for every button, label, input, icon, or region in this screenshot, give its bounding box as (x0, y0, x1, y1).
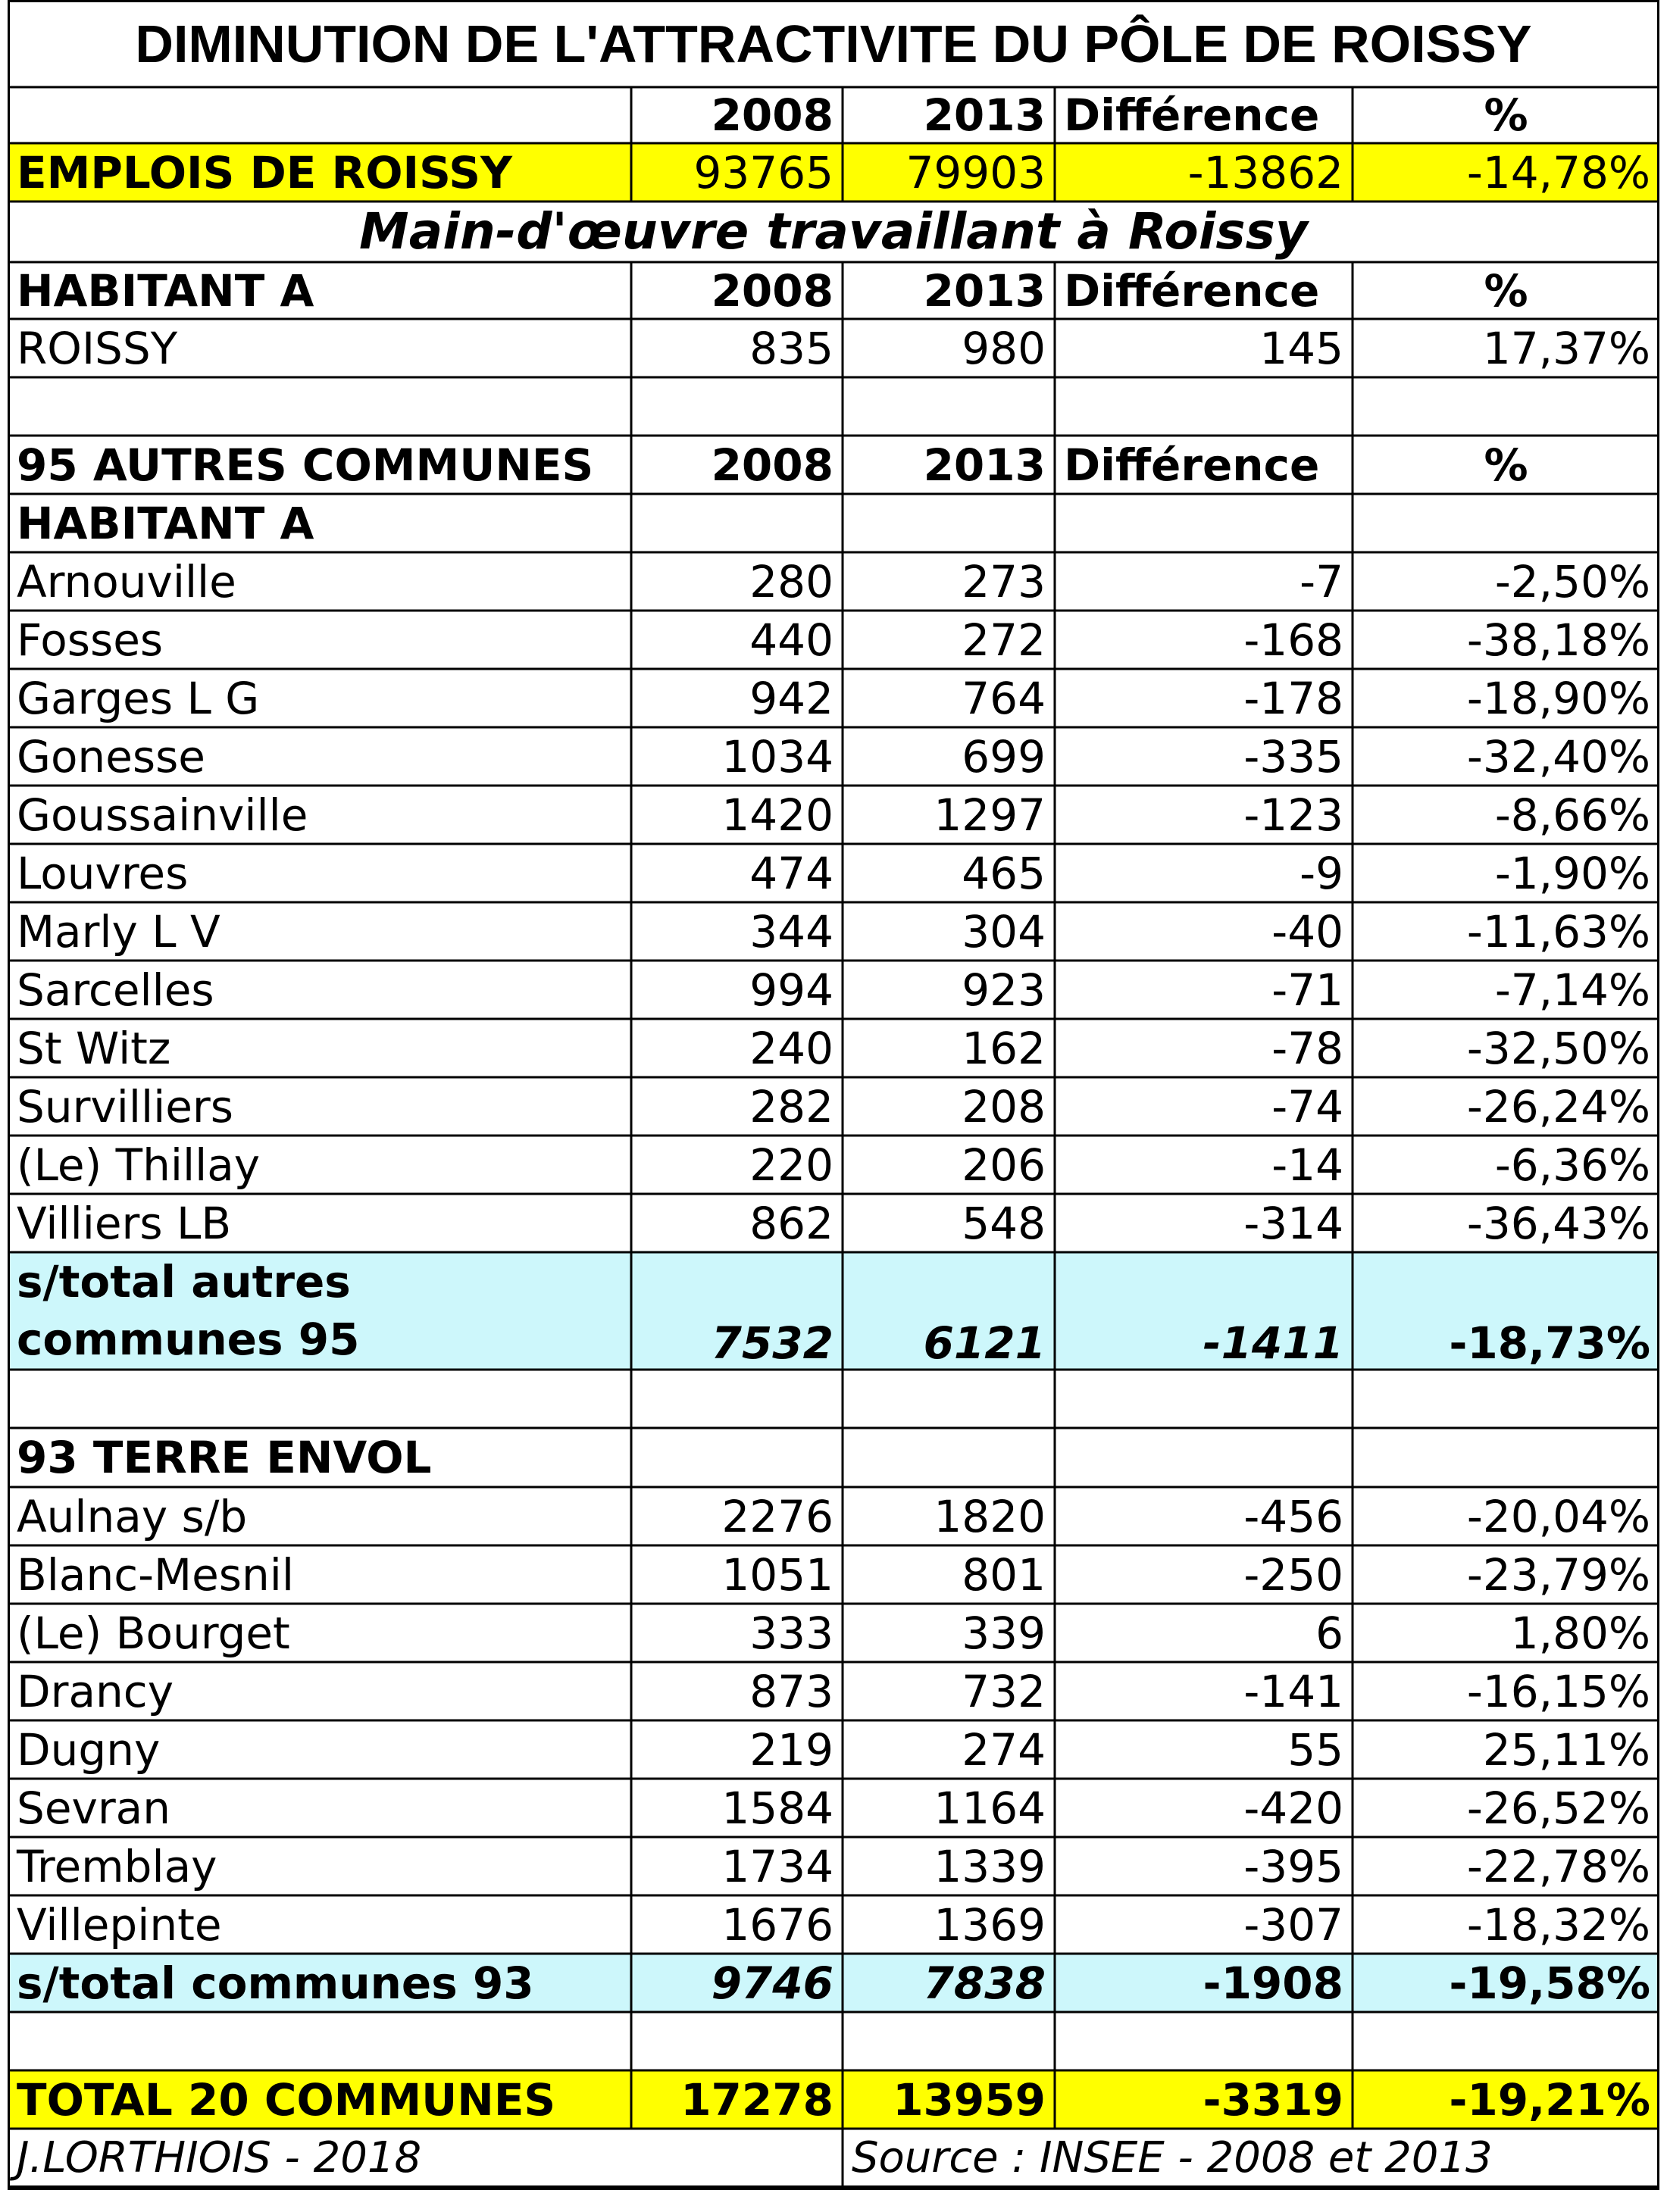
cell-pct: -7,14% (1494, 964, 1650, 1016)
footer-author: J.LORTHIOIS - 2018 (17, 2133, 422, 2182)
commune-label: Villepinte (17, 1898, 222, 1951)
cell-v2013: 923 (962, 964, 1046, 1016)
cell-pct: -16,15% (1466, 1665, 1650, 1717)
cell-diff: 145 (1259, 322, 1343, 374)
cell-v2008: 835 (749, 322, 834, 374)
commune-label: Survilliers (17, 1080, 233, 1133)
section93-header: 93 TERRE ENVOL (17, 1432, 432, 1483)
cell-diff: -40 (1271, 905, 1343, 958)
subtotal95-label (8, 1252, 631, 1370)
cell-diff: -178 (1243, 672, 1343, 724)
subtotal95-diff: -1411 (1203, 1317, 1343, 1369)
cell-pct: -2,50% (1494, 555, 1650, 608)
col-header-2008: 2008 (711, 264, 834, 317)
commune-label: Villiers LB (17, 1197, 232, 1249)
cell-v2008: 344 (749, 905, 834, 958)
cell-diff: -307 (1243, 1898, 1343, 1951)
emplois-label: EMPLOIS DE ROISSY (17, 146, 513, 198)
cell-v2013: 162 (962, 1022, 1046, 1074)
cell-v2008: 333 (749, 1607, 834, 1659)
total-v2008: 17278 (680, 2073, 834, 2126)
cell-v2008: 474 (749, 847, 834, 899)
cell-v2008: 994 (749, 964, 834, 1016)
cell-v2013: 1369 (934, 1898, 1046, 1951)
cell-v2008: 1734 (721, 1840, 834, 1892)
emplois-v2008: 93765 (693, 146, 834, 198)
cell-v2008: 219 (749, 1723, 834, 1776)
cell-v2013: 304 (962, 905, 1046, 958)
col-header-percent: % (1484, 439, 1528, 491)
cell-v2013: 1297 (934, 789, 1046, 841)
cell-pct: -32,40% (1466, 730, 1650, 783)
cell-diff: -9 (1300, 847, 1343, 899)
cell-v2008: 1051 (721, 1548, 834, 1601)
cell-pct: -20,04% (1466, 1490, 1650, 1542)
cell-pct: 17,37% (1482, 322, 1650, 374)
cell-pct: -36,43% (1466, 1197, 1650, 1249)
col-header-2008: 2008 (711, 89, 834, 141)
cell-v2008: 873 (749, 1665, 834, 1717)
cell-v2008: 942 (749, 672, 834, 724)
commune-label: Goussainville (17, 789, 308, 841)
commune-label: ROISSY (17, 322, 178, 374)
col-header-2013: 2013 (923, 89, 1046, 141)
cell-pct: -1,90% (1494, 847, 1650, 899)
cell-v2013: 699 (962, 730, 1046, 783)
commune-label: Arnouville (17, 555, 236, 608)
cell-pct: -26,52% (1466, 1782, 1650, 1834)
cell-pct: 1,80% (1510, 1607, 1650, 1659)
commune-label: St Witz (17, 1022, 171, 1074)
section95-header2: HABITANT A (17, 497, 314, 549)
cell-diff: -141 (1243, 1665, 1343, 1717)
total-label: TOTAL 20 COMMUNES (17, 2073, 556, 2126)
cell-v2008: 1420 (721, 789, 834, 841)
cell-v2008: 240 (749, 1022, 834, 1074)
cell-pct: -32,50% (1466, 1022, 1650, 1074)
data-table (8, 0, 1659, 2207)
commune-label: Aulnay s/b (17, 1490, 248, 1542)
commune-label: Sarcelles (17, 964, 214, 1016)
header-label: 95 AUTRES COMMUNES (17, 439, 594, 491)
commune-label: Blanc-Mesnil (17, 1548, 294, 1601)
cell-v2013: 272 (962, 614, 1046, 666)
total-diff: -3319 (1203, 2073, 1343, 2126)
col-header-difference: Différence (1064, 439, 1320, 491)
cell-diff: -14 (1271, 1139, 1343, 1191)
cell-pct: -23,79% (1466, 1548, 1650, 1601)
cell-v2013: 208 (962, 1080, 1046, 1133)
commune-label: (Le) Bourget (17, 1607, 290, 1659)
total-pct: -19,21% (1449, 2073, 1650, 2126)
total-v2013: 13959 (893, 2073, 1046, 2126)
cell-v2008: 2276 (721, 1490, 834, 1542)
cell-v2008: 280 (749, 555, 834, 608)
cell-v2013: 274 (962, 1723, 1046, 1776)
col-header-2013: 2013 (923, 264, 1046, 317)
cell-v2013: 206 (962, 1139, 1046, 1191)
cell-diff: -456 (1243, 1490, 1343, 1542)
commune-label: Tremblay (17, 1840, 217, 1892)
subtotal95-pct: -18,73% (1449, 1317, 1650, 1369)
cell-v2008: 1584 (721, 1782, 834, 1834)
commune-label: Garges L G (17, 672, 260, 724)
subtotal93-v2013: 7838 (923, 1957, 1046, 2009)
cell-diff: -250 (1243, 1548, 1343, 1601)
commune-label: Drancy (17, 1665, 174, 1717)
cell-diff: -7 (1300, 555, 1343, 608)
cell-diff: -395 (1243, 1840, 1343, 1892)
cell-diff: -71 (1271, 964, 1343, 1016)
col-header-2008: 2008 (711, 439, 834, 491)
cell-pct: 25,11% (1482, 1723, 1650, 1776)
commune-label: Louvres (17, 847, 189, 899)
cell-pct: -11,63% (1466, 905, 1650, 958)
header-label: HABITANT A (17, 264, 314, 317)
cell-v2008: 862 (749, 1197, 834, 1249)
subtotal93-pct: -19,58% (1449, 1957, 1650, 2009)
col-header-percent: % (1484, 89, 1528, 141)
cell-pct: -18,32% (1466, 1898, 1650, 1951)
cell-v2013: 339 (962, 1607, 1046, 1659)
subtotal93-v2008: 9746 (711, 1957, 834, 2009)
cell-diff: -74 (1271, 1080, 1343, 1133)
commune-label: Dugny (17, 1723, 161, 1776)
commune-label: Sevran (17, 1782, 170, 1834)
cell-pct: -26,24% (1466, 1080, 1650, 1133)
cell-diff: 6 (1315, 1607, 1343, 1659)
commune-label: Fosses (17, 614, 164, 666)
cell-v2008: 220 (749, 1139, 834, 1191)
commune-label: Gonesse (17, 730, 205, 783)
col-header-percent: % (1484, 264, 1528, 317)
cell-v2013: 465 (962, 847, 1046, 899)
subtotal93-label: s/total communes 93 (17, 1957, 534, 2009)
subtotal95-label-line2: communes 95 (17, 1313, 360, 1365)
cell-v2008: 440 (749, 614, 834, 666)
cell-diff: -335 (1243, 730, 1343, 783)
cell-diff: -78 (1271, 1022, 1343, 1074)
commune-label: (Le) Thillay (17, 1139, 261, 1191)
cell-diff: -420 (1243, 1782, 1343, 1834)
cell-v2013: 1164 (934, 1782, 1046, 1834)
cell-v2013: 1820 (934, 1490, 1046, 1542)
cell-v2008: 282 (749, 1080, 834, 1133)
cell-v2013: 801 (962, 1548, 1046, 1601)
cell-pct: -6,36% (1494, 1139, 1650, 1191)
cell-pct: -22,78% (1466, 1840, 1650, 1892)
cell-diff: -314 (1243, 1197, 1343, 1249)
subtotal95-v2013: 6121 (923, 1317, 1046, 1369)
cell-v2013: 732 (962, 1665, 1046, 1717)
emplois-pct: -14,78% (1466, 146, 1650, 198)
cell-diff: 55 (1287, 1723, 1343, 1776)
cell-diff: -168 (1243, 614, 1343, 666)
cell-v2013: 1339 (934, 1840, 1046, 1892)
cell-diff: -123 (1243, 789, 1343, 841)
cell-v2013: 548 (962, 1197, 1046, 1249)
cell-pct: -8,66% (1494, 789, 1650, 841)
footer-source: Source : INSEE - 2008 et 2013 (852, 2133, 1493, 2182)
emplois-v2013: 79903 (905, 146, 1046, 198)
section-subtitle: Main-d'œuvre travaillant à Roissy (359, 202, 1308, 261)
cell-v2008: 1034 (721, 730, 834, 783)
emplois-diff: -13862 (1187, 146, 1343, 198)
cell-pct: -18,90% (1466, 672, 1650, 724)
col-header-difference: Différence (1064, 89, 1320, 141)
page-title: DIMINUTION DE L'ATTRACTIVITE DU PÔLE DE ROISSY (135, 14, 1532, 73)
commune-label: Marly L V (17, 905, 220, 958)
col-header-2013: 2013 (923, 439, 1046, 491)
cell-v2008: 1676 (721, 1898, 834, 1951)
cell-v2013: 980 (962, 322, 1046, 374)
col-header-difference: Différence (1064, 264, 1320, 317)
subtotal93-diff: -1908 (1203, 1957, 1343, 2009)
subtotal95-label-line1: s/total autres (17, 1256, 351, 1308)
subtotal95-v2008: 7532 (711, 1317, 834, 1369)
cell-v2013: 273 (962, 555, 1046, 608)
cell-pct: -38,18% (1466, 614, 1650, 666)
cell-v2013: 764 (962, 672, 1046, 724)
